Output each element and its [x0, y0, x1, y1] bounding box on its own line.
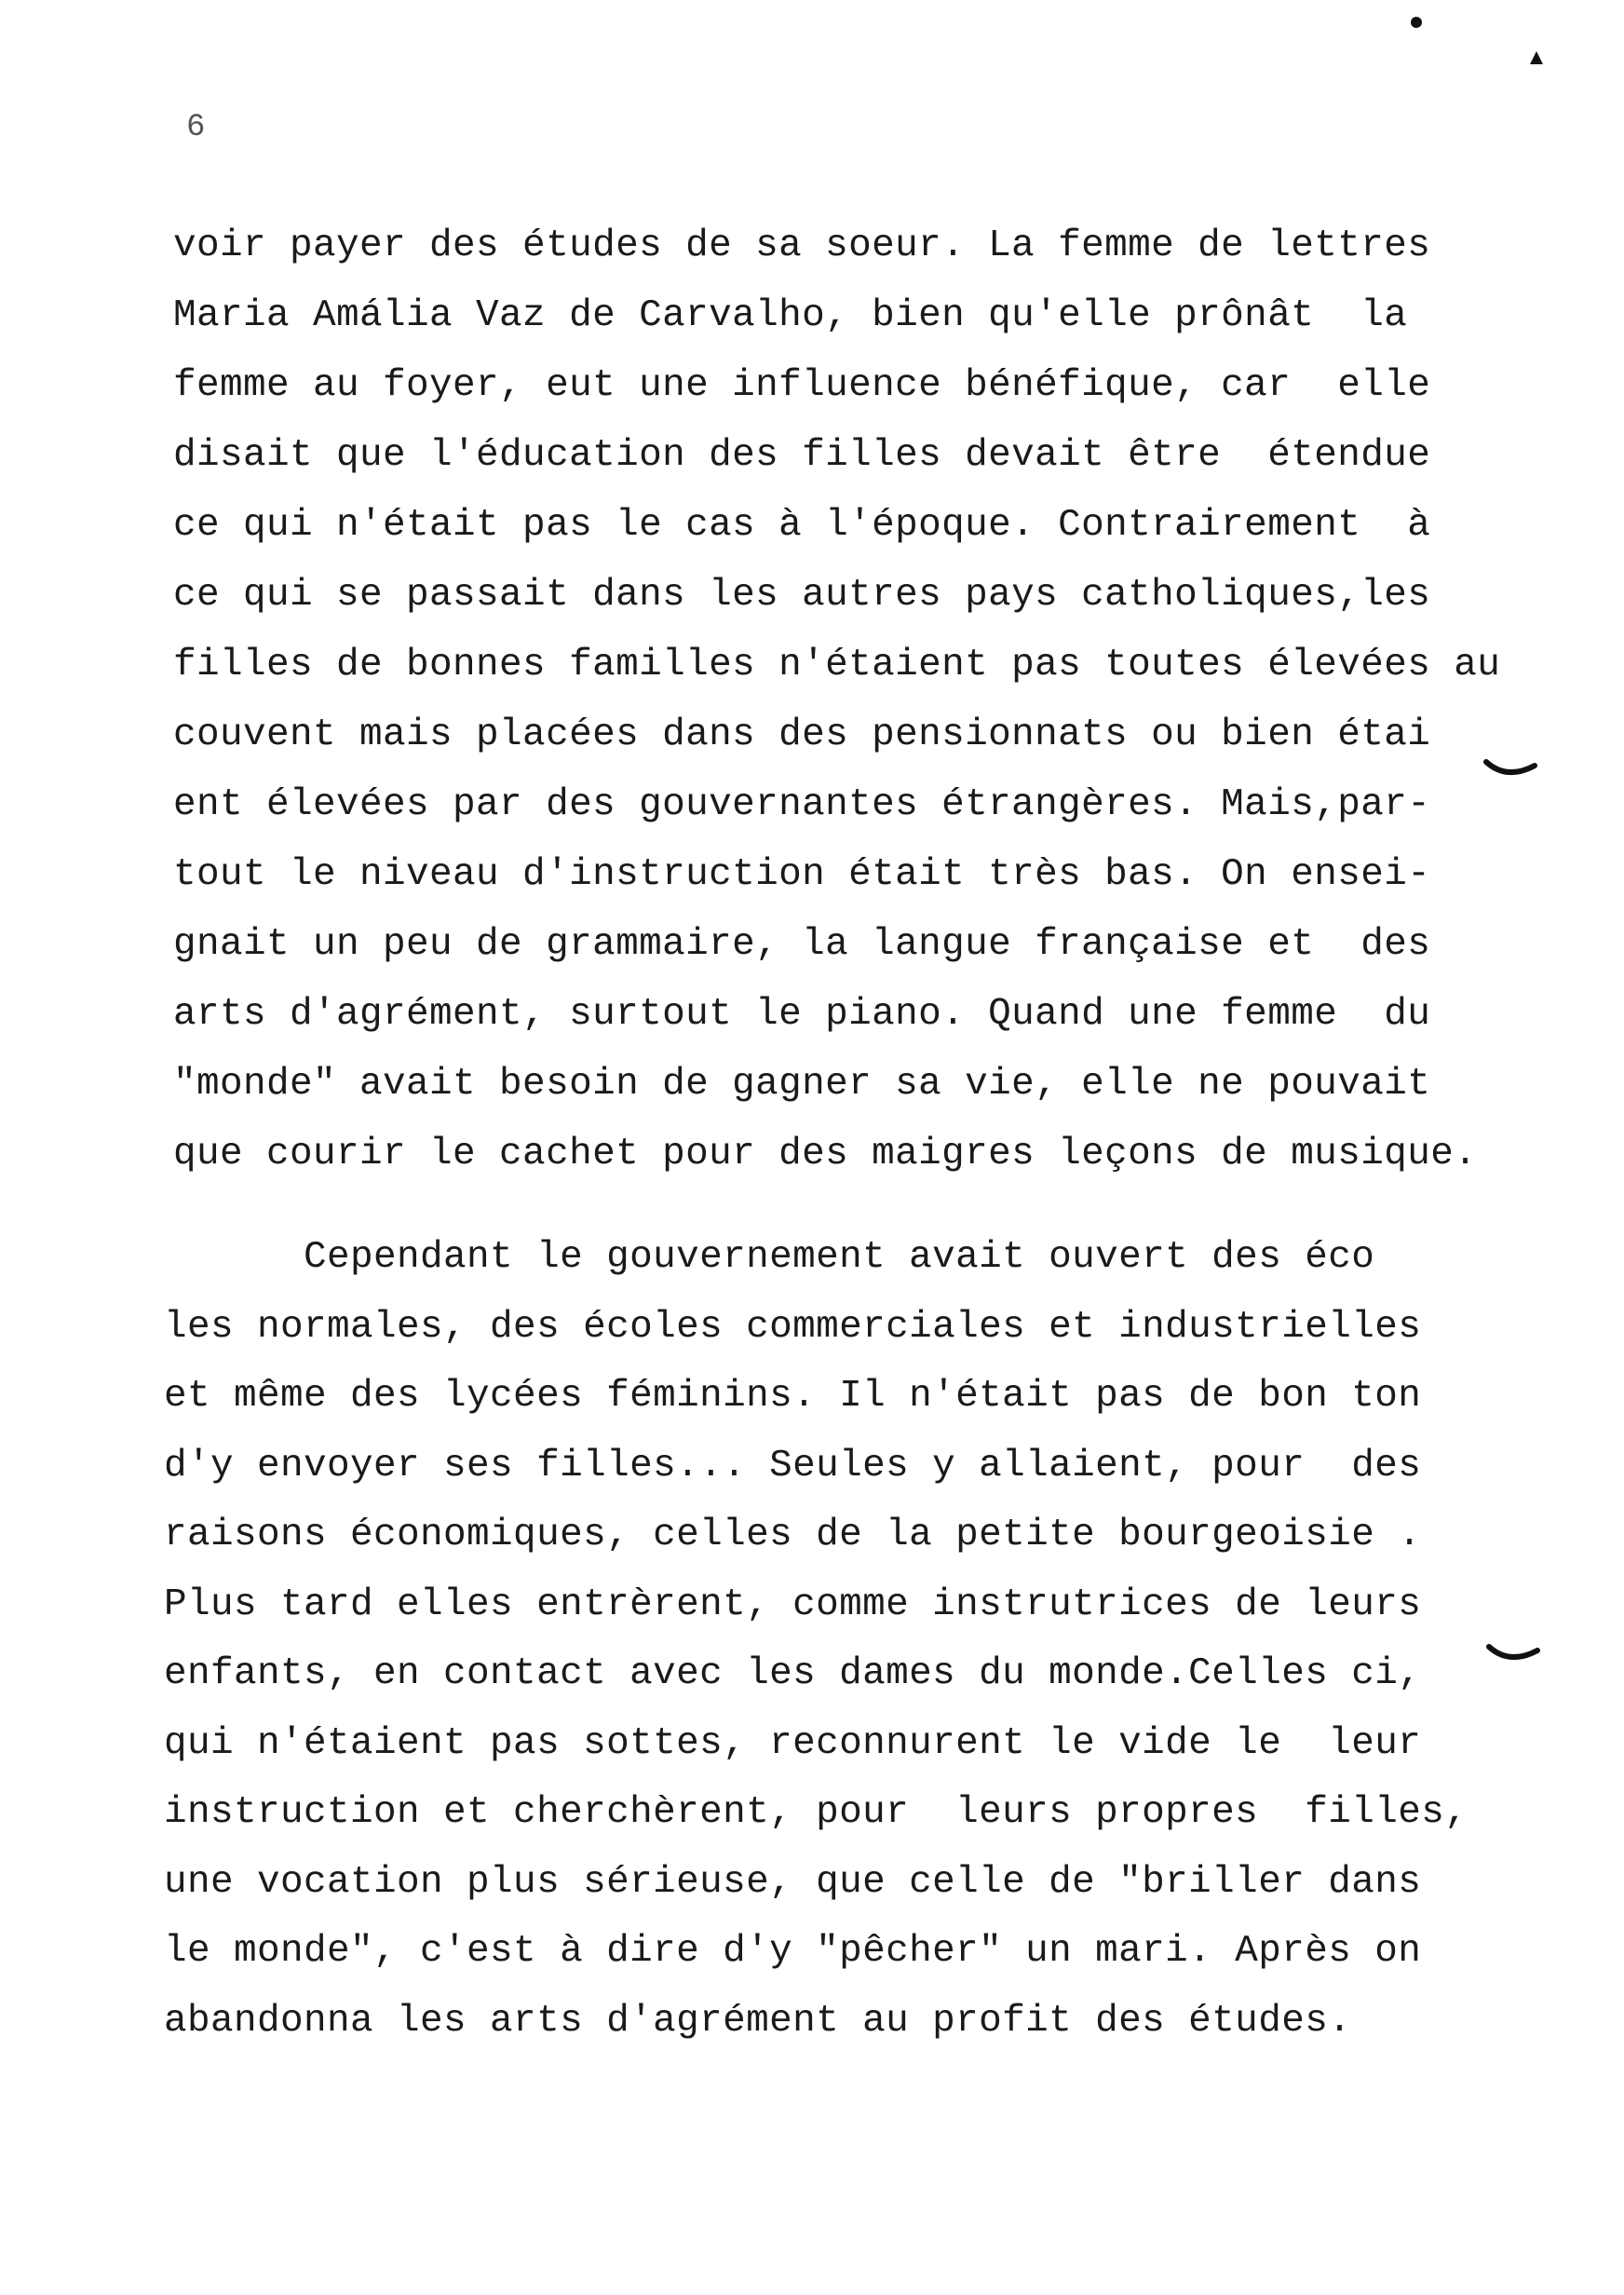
text-line: une vocation plus sérieuse, que celle de "briller dans	[164, 1860, 1422, 1904]
text-line: abandonna les arts d'agrément au profit des études.	[164, 1999, 1352, 2043]
text-line: instruction et cherchèrent, pour leurs propres filles,	[164, 1791, 1468, 1834]
text-line: qui n'étaient pas sottes, reconnurent le vide le leur	[164, 1721, 1422, 1765]
text-line: Cependant le gouvernement avait ouvert des éco	[164, 1236, 1375, 1279]
text-line: Maria Amália Vaz de Carvalho, bien qu'elle prônât la	[173, 294, 1408, 337]
text-line: ce qui n'était pas le cas à l'époque. Contrairement à	[173, 504, 1431, 547]
ink-dot	[1411, 17, 1422, 28]
text-line: que courir le cachet pour des maigres leçons de musique.	[173, 1133, 1478, 1175]
text-line: ent élevées par des gouvernantes étrangères. Mais,par-	[173, 783, 1431, 826]
text-line: le monde", c'est à dire d'y "pêcher" un mari. Après on	[164, 1930, 1422, 1973]
text-line: ce qui se passait dans les autres pays catholiques,les	[173, 574, 1431, 617]
text-line: "monde" avait besoin de gagner sa vie, elle ne pouvait	[173, 1063, 1431, 1106]
text-line: d'y envoyer ses filles... Seules y allaient, pour des	[164, 1444, 1422, 1487]
text-line: gnait un peu de grammaire, la langue française et des	[173, 923, 1431, 966]
page-number: 6	[186, 110, 206, 145]
text-line: enfants, en contact avec les dames du monde.Celles ci,	[164, 1652, 1422, 1695]
text-line: arts d'agrément, surtout le piano. Quand une femme du	[173, 993, 1431, 1036]
margin-bracket-mark	[1482, 753, 1538, 784]
text-line: voir payer des études de sa soeur. La femme de lettres	[173, 224, 1431, 267]
text-line: disait que l'éducation des filles devait être étendue	[173, 434, 1431, 477]
text-line: les normales, des écoles commerciales et industrielles	[164, 1305, 1422, 1349]
text-line: et même des lycées féminins. Il n'était pas de bon ton	[164, 1375, 1422, 1418]
text-line: femme au foyer, eut une influence bénéfique, car elle	[173, 364, 1431, 407]
text-line: tout le niveau d'instruction était très bas. On ensei-	[173, 853, 1431, 896]
text-line: Plus tard elles entrèrent, comme instrutrices de leurs	[164, 1582, 1422, 1626]
text-line: couvent mais placées dans des pensionnats ou bien étai	[173, 713, 1431, 756]
ink-mark	[1530, 51, 1543, 64]
margin-bracket-mark	[1485, 1637, 1541, 1669]
text-line: raisons économiques, celles de la petite bourgeoisie .	[164, 1514, 1422, 1556]
text-line: filles de bonnes familles n'étaient pas toutes élevées au	[173, 644, 1501, 686]
